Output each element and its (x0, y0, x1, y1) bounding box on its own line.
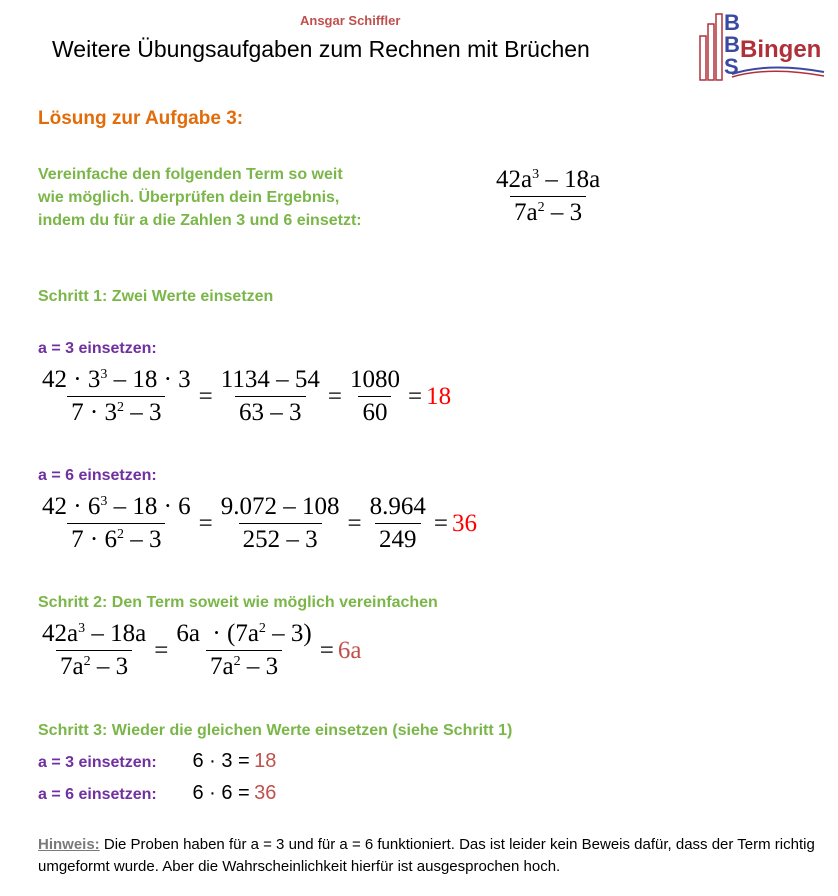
result-value: 36 (254, 782, 277, 804)
step1-a3-equation: $\frac{42 \cdot 3^3 - 18 \cdot 3}{7 \cdot 3^2 - 3}$ = $\frac{1134 - 54}{63 - 3}$ = $\frac{1080}{60}$ = 18 (38, 366, 451, 427)
logo-letter: B (724, 10, 740, 35)
result-value: 36 (451, 509, 477, 537)
step3-row-expr: 6 · 3 = (192, 750, 250, 772)
task-text (38, 163, 362, 232)
result-value: 18 (254, 750, 277, 772)
task-line: wie möglich. Überprüfen dein Ergebnis, (38, 189, 340, 206)
logo-swoosh-icon (730, 64, 826, 80)
logo-text: Bingen (740, 36, 822, 63)
step3-row (38, 782, 276, 805)
hint-label: Hinweis: (38, 836, 100, 853)
fraction: $\frac{1134 - 54}{63 - 3}$ (220, 366, 320, 426)
step3-row-expr: 6 · 6 = (192, 782, 250, 804)
fraction: $\frac{42a^3 - 18a}{7a^2 - 3}$ (42, 620, 147, 680)
fraction: $\frac{8.964}{249}$ (369, 493, 426, 553)
hint-note (38, 834, 828, 878)
step3-row-label: a = 3 einsetzen: (38, 754, 157, 771)
hint-text: Die Proben haben für a = 3 und für a = 6 funktioniert. Das ist leider kein Beweis dafür, dass der Term richtig umgeformt wurde. Aber die Wahrscheinlichkeit hierfür ist ausgesprochen hoch. (38, 836, 815, 875)
step1-a3-label: a = 3 einsetzen: (38, 340, 157, 357)
task-line: Vereinfache den folgenden Term so weit (38, 166, 343, 183)
step1-a6-label: a = 6 einsetzen: (38, 467, 157, 484)
step1-heading: Schritt 1: Zwei Werte einsetzen (38, 288, 274, 305)
step2-equation: $\frac{42a^3 - 18a}{7a^2 - 3}$ = $\frac{6a \cdot (7a^2 - 3)}{7a^2 - 3}$ = 6a (38, 620, 361, 681)
fraction: $\frac{6a \cdot (7a^2 - 3)}{7a^2 - 3}$ (176, 620, 312, 680)
solution-heading: Lösung zur Aufgabe 3: (38, 108, 244, 129)
step3-row (38, 750, 276, 773)
step2-heading: Schritt 2: Den Term soweit wie möglich vereinfachen (38, 594, 438, 611)
task-term (492, 166, 604, 227)
result-value: 6a (337, 636, 362, 664)
author-name: Ansgar Schiffler (300, 13, 401, 28)
step3-heading: Schritt 3: Wieder die gleichen Werte einsetzen (siehe Schritt 1) (38, 722, 513, 739)
task-line: indem du für a die Zahlen 3 und 6 einsetzt: (38, 212, 362, 229)
fraction: $\frac{42 \cdot 6^3 - 18 \cdot 6}{7 \cdot 6^2 - 3}$ (42, 493, 191, 553)
task-fraction: $\frac{42a^3 - 18a}{7a^2 - 3}$ (496, 166, 601, 226)
step1-a6-equation: $\frac{42 \cdot 6^3 - 18 \cdot 6}{7 \cdot 6^2 - 3}$ = $\frac{9.072 - 108}{252 - 3}$ = $\frac{8.964}{249}$ = 36 (38, 493, 477, 554)
fraction: $\frac{9.072 - 108}{252 - 3}$ (220, 493, 340, 553)
step3-row-label: a = 6 einsetzen: (38, 786, 157, 803)
fraction: $\frac{42 \cdot 3^3 - 18 \cdot 3}{7 \cdot 3^2 - 3}$ (42, 366, 191, 426)
bbs-bingen-logo (696, 12, 826, 84)
result-value: 18 (426, 382, 452, 410)
fraction: $\frac{1080}{60}$ (349, 366, 400, 426)
logo-letter: S (724, 54, 739, 79)
logo-letter: B (724, 32, 740, 57)
document-title: Weitere Übungsaufgaben zum Rechnen mit Brüchen (52, 36, 590, 62)
